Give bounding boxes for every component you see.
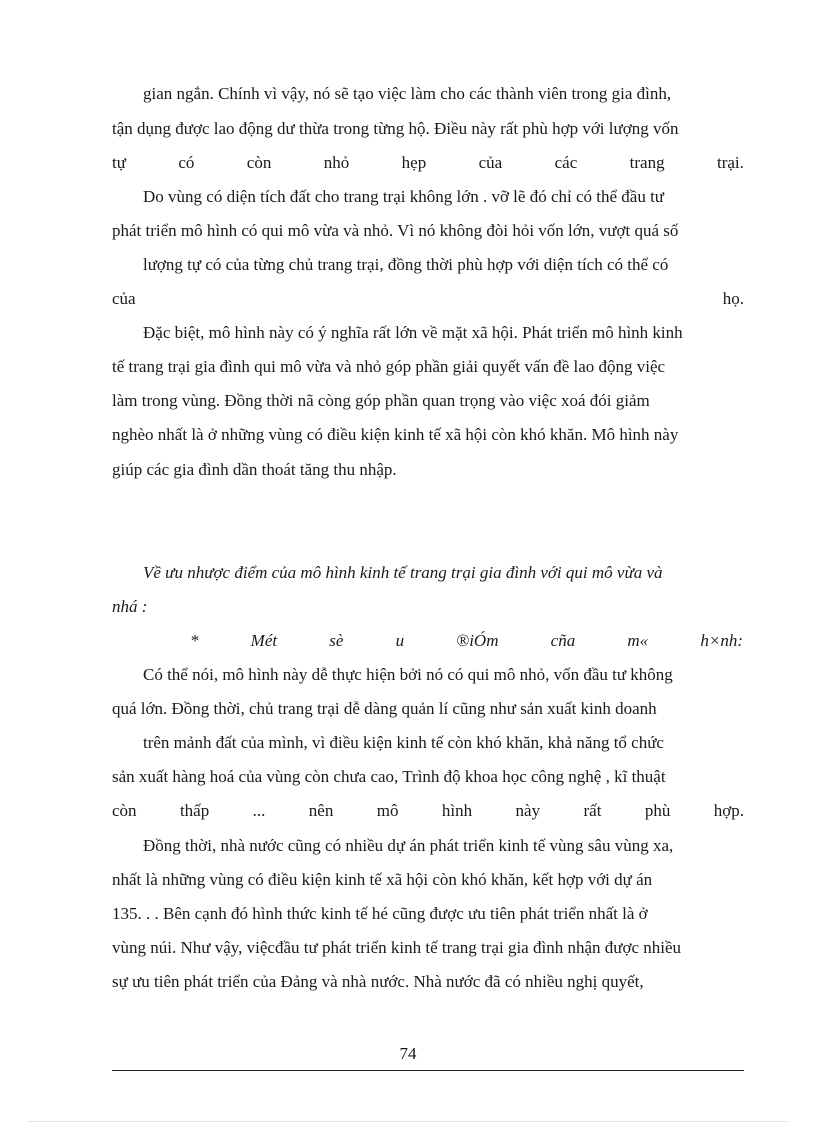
body-line: Có thể nói, mô hình này dễ thực hiện bởi nó có qui mô nhỏ, vốn đầu tư không (143, 665, 673, 684)
word: họ. (722, 289, 744, 308)
body-line: Đồng thời, nhà nước cũng có nhiều dự án phát triển kinh tế vùng sâu vùng xa, (143, 836, 674, 855)
body-line: tế trang trại gia đình qui mô vừa và nhỏ góp phần giải quyết vấn đề lao động việc (112, 357, 666, 376)
word: m« (627, 631, 649, 650)
word: u (395, 631, 405, 650)
word: của (478, 153, 503, 172)
page-number: 74 (399, 1044, 417, 1063)
word: h×nh: (700, 631, 743, 650)
page-edge-dotted-line (28, 1121, 788, 1122)
body-line: Đặc biệt, mô hình này có ý nghĩa rất lớn về mặt xã hội. Phát triển mô hình kinh (143, 323, 683, 342)
word: có (178, 153, 195, 172)
word: ... (252, 801, 266, 820)
word: hợp. (713, 801, 744, 820)
body-line: nghèo nhất là ở những vùng có điều kiện kinh tế xã hội còn khó khăn. Mô hình này (112, 425, 679, 444)
word: * (190, 631, 199, 650)
word: các (554, 153, 578, 172)
word: Mét (250, 631, 278, 650)
word: này (515, 801, 541, 820)
word: sè (329, 631, 344, 650)
word: còn (112, 801, 137, 820)
word: hẹp (401, 153, 427, 172)
body-line-justified (112, 801, 744, 821)
subheading-justified (190, 631, 743, 651)
word: thấp (179, 801, 210, 820)
body-line: trên mảnh đất của mình, vì điều kiện kinh tế còn khó khăn, khả năng tổ chức (143, 733, 664, 752)
word: mô (376, 801, 399, 820)
word: phù (644, 801, 671, 820)
body-line: Do vùng có diện tích đất cho trang trại không lớn . vỡ lẽ đó chỉ có thể đầu tư (143, 187, 665, 206)
word: trang (629, 153, 665, 172)
footer-divider (112, 1070, 744, 1071)
section-heading: Về ưu nhược điểm của mô hình kinh tế trang trại gia đình với qui mô vừa và (143, 563, 663, 582)
body-line: tận dụng được lao động dư thừa trong từng hộ. Điều này rất phù hợp với lượng vốn (112, 119, 679, 138)
word: của (112, 289, 136, 308)
body-line: sự ưu tiên phát triển của Đảng và nhà nước. Nhà nước đã có nhiều nghị quyết, (112, 972, 644, 991)
word: rất (583, 801, 602, 820)
body-line-justified (112, 289, 744, 309)
body-line: nhất là những vùng có điều kiện kinh tế xã hội còn khó khăn, kết hợp với dự án (112, 870, 653, 889)
body-line: làm trong vùng. Đồng thời nã còng góp phần quan trọng vào việc xoá đói giảm (112, 391, 650, 410)
word: ®iÓm (456, 631, 499, 650)
body-line: vùng núi. Như vậy, việcđầu tư phát triển kinh tế trang trại gia đình nhận được nhiều (112, 938, 682, 957)
word: hình (441, 801, 473, 820)
word: nhỏ (323, 153, 350, 172)
section-heading: nhá : (112, 597, 148, 616)
word: còn (246, 153, 272, 172)
body-line: gian ngắn. Chính vì vậy, nó sẽ tạo việc làm cho các thành viên trong gia đình, (143, 84, 672, 103)
body-line: sản xuất hàng hoá của vùng còn chưa cao, Trình độ khoa học công nghệ , kĩ thuật (112, 767, 666, 786)
word: cña (550, 631, 576, 650)
word: trại. (717, 153, 744, 172)
word: tự (112, 153, 126, 172)
body-line: lượng tự có của từng chủ trang trại, đồng thời phù hợp với diện tích có thể có (143, 255, 669, 274)
body-line: giúp các gia đình dần thoát tăng thu nhập. (112, 460, 397, 479)
body-line: phát triển mô hình có qui mô vừa và nhỏ. Vì nó không đòi hỏi vốn lớn, vượt quá số (112, 221, 679, 240)
body-line: 135. . . Bên cạnh đó hình thức kinh tế hé cũng được ưu tiên phát triển nhất là ở (112, 904, 648, 923)
body-line: quá lớn. Đồng thời, chủ trang trại dễ dàng quản lí cũng như sản xuất kinh doanh (112, 699, 657, 718)
word: nên (308, 801, 334, 820)
body-line-justified (112, 153, 744, 173)
